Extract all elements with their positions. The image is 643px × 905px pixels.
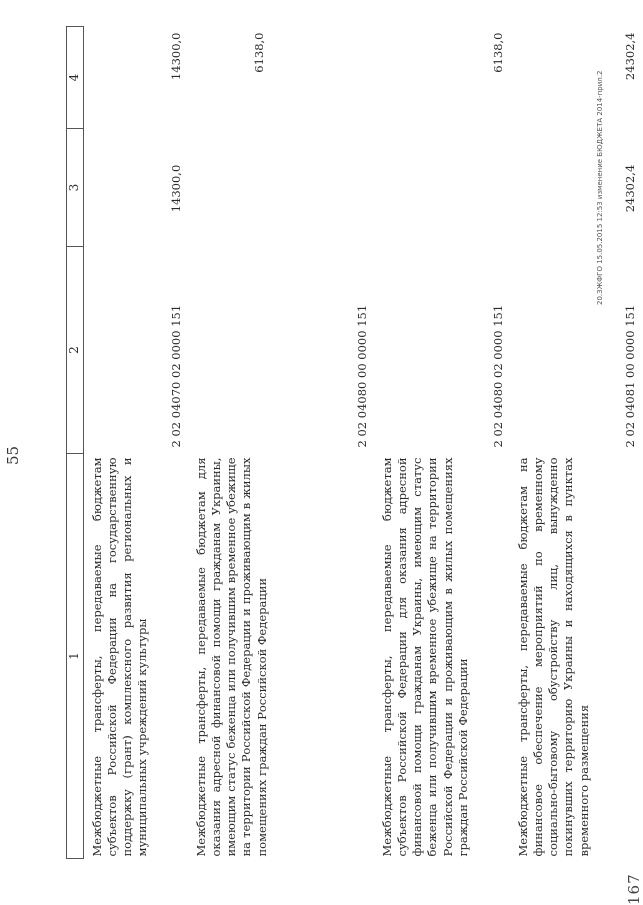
table-row [188,27,374,859]
row-description: Межбюджетные трансферты, передаваемые бюджетам для оказания адресной финансовой помощи гражданам Украины, имеющим статус беженца или получившим временное убежище на территории Российской Федерации и проживающим в жилых помещениях граждан Российской Федерации [193,457,269,857]
column-header-4: 4 [67,27,84,129]
row-value-col4: 6138,0 [251,32,266,73]
row-budget-code: 2 02 04080 00 0000 151 [354,304,369,448]
budget-table [66,26,642,859]
row-description: Межбюджетные трансферты, передаваемые бюджетам субъектов Российской Федерации для оказания адресной финансовой помощи гражданам Украины, имеющим статус беженца или получившим временное убежище на территории Российской Федерации и проживающим в жилых помещениях граждан Российской Федерации [379,457,470,857]
row-value-col3 [188,129,374,247]
row-value-col4: 6138,0 [490,32,505,73]
row-value-col3: 14300,0 [168,164,183,213]
row-budget-code: 2 02 04081 00 0000 151 [622,304,637,448]
corner-page-number: 167 [625,873,643,905]
table-row [83,27,188,859]
column-header-2: 2 [67,247,84,454]
row-value-col3: 24302,4 [622,164,637,213]
table-row [510,27,642,859]
row-budget-code: 2 02 04070 02 0000 151 [168,304,183,448]
page-number: 55 [4,445,22,465]
row-budget-code: 2 02 04080 02 0000 151 [490,304,505,448]
row-description: Межбюджетные трансферты, передаваемые бюджетам субъектов Российской Федерации на государственную поддержку (грант) комплексного развития региональных и муниципальных учреждений культуры [89,457,150,857]
row-value-col4: 14300,0 [168,32,183,81]
row-value-col3 [374,129,510,247]
row-description: Межбюджетные трансферты, передаваемые бюджетам на финансовое обеспечение мероприятий по временному социально-бытовому обустройству лиц, вынужденно покинувших территорию Украины и находящихся в пунктах временного размещения [515,457,591,857]
column-header-3: 3 [67,129,84,247]
row-value-col4: 24302,4 [622,32,637,81]
table-row [374,27,510,859]
column-header-1: 1 [67,454,84,859]
footer-file-path: 20.ЗЖФГО 15.05.2015 12:53 изменение БЮДЖЕТА 2014-прил.2 [596,70,604,305]
table-header-row [67,27,84,859]
